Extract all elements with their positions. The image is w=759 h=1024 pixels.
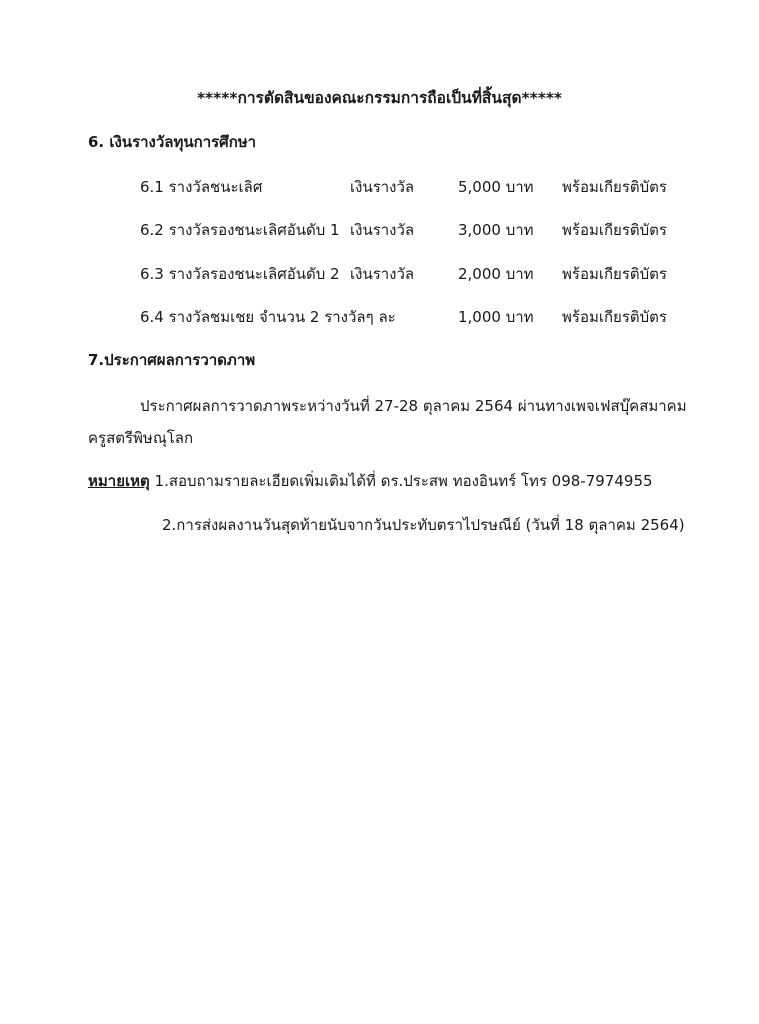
note-line-1: [88, 471, 653, 491]
prize-row: [0, 264, 759, 284]
prize-amount: 2,000 บาท: [458, 265, 534, 283]
prize-name: 6.2 รางวัลรองชนะเลิศอันดับ 1: [140, 221, 340, 239]
prize-name: 6.3 รางวัลรองชนะเลิศอันดับ 2: [140, 265, 340, 283]
prize-amount: 1,000 บาท: [458, 308, 534, 326]
section-7-body-line-2: ครูสตรีพิษณุโลก: [88, 429, 194, 447]
prize-name: 6.1 รางวัลชนะเลิศ: [140, 178, 263, 196]
prize-row: [0, 177, 759, 197]
note-item-1: 1.สอบถามรายละเอียดเพิ่มเติมได้ที่ ดร.ประสพ ทองอินทร์ โทร 098-7974955: [154, 472, 653, 490]
prize-certificate: พร้อมเกียรติบัตร: [562, 265, 667, 283]
page-title: *****การตัดสินของคณะกรรมการถือเป็นที่สิ้นสุด*****: [196, 89, 563, 107]
prize-certificate: พร้อมเกียรติบัตร: [562, 308, 667, 326]
prize-certificate: พร้อมเกียรติบัตร: [562, 221, 667, 239]
prize-certificate: พร้อมเกียรติบัตร: [562, 178, 667, 196]
prize-name: 6.4 รางวัลชมเชย จำนวน 2 รางวัลๆ ละ: [140, 308, 396, 326]
section-6-heading: 6. เงินรางวัลทุนการศึกษา: [88, 133, 257, 151]
prize-row: [0, 307, 759, 327]
prize-amount: 3,000 บาท: [458, 221, 534, 239]
prize-row: [0, 220, 759, 240]
note-label: หมายเหตุ: [88, 472, 150, 490]
prize-label: เงินรางวัล: [350, 265, 415, 283]
section-7-heading: 7.ประกาศผลการวาดภาพ: [88, 351, 256, 369]
prize-amount: 5,000 บาท: [458, 178, 534, 196]
note-item-2: 2.การส่งผลงานวันสุดท้ายนับจากวันประทับตราไปรษณีย์ (วันที่ 18 ตุลาคม 2564): [162, 516, 685, 534]
prize-label: เงินรางวัล: [350, 178, 415, 196]
section-7-body-line-1: ประกาศผลการวาดภาพระหว่างวันที่ 27-28 ตุลาคม 2564 ผ่านทางเพจเฟสบุ๊คสมาคม: [140, 397, 687, 415]
prize-label: เงินรางวัล: [350, 221, 415, 239]
